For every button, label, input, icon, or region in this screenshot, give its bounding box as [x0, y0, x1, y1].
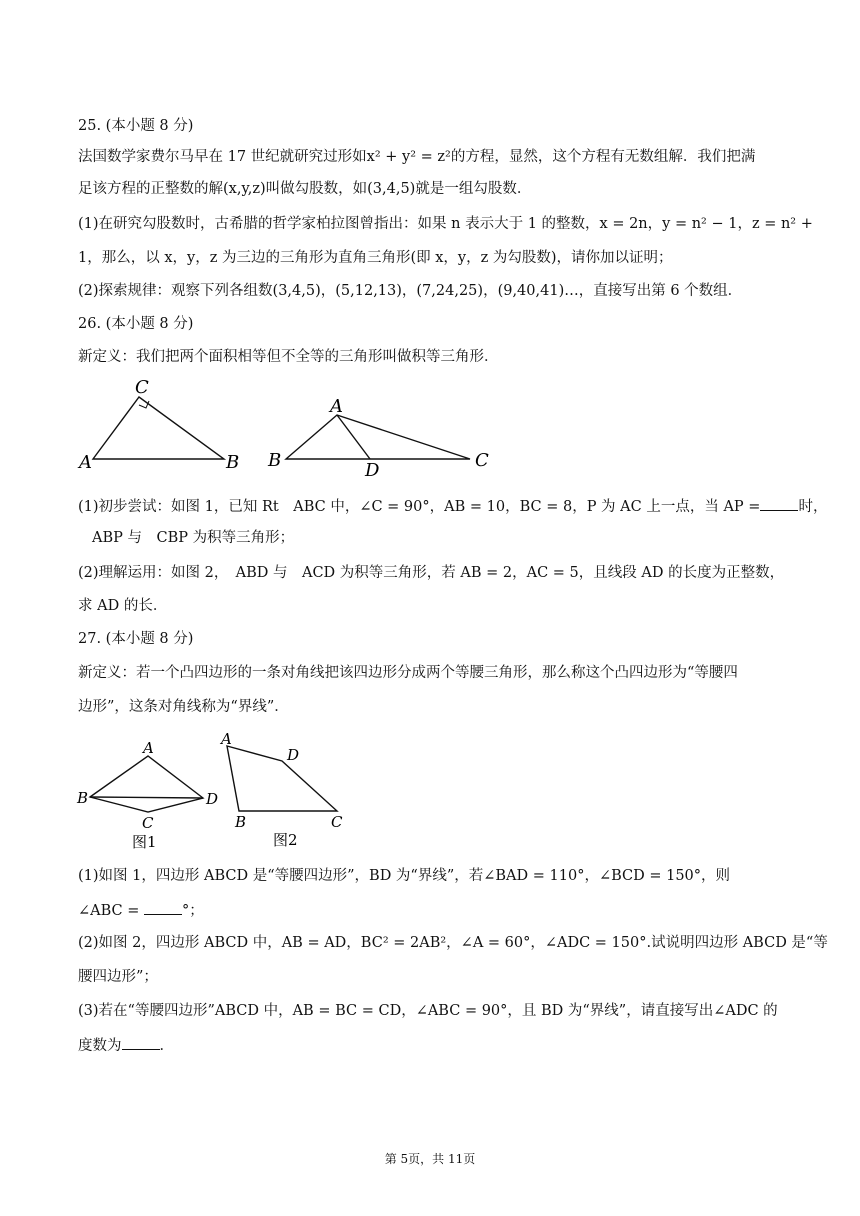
q26-part1-line-2: ABP 与 CBP 为积等三角形； — [92, 530, 295, 546]
q27-part2-line-1: (2)如图 2，四边形 ABCD 中，AB = AD，BC² = 2AB²，∠A = 60°，∠ADC = 150°.试说明四边形 ABCD 是“等 — [78, 935, 828, 951]
q27-part1-line-1: (1)如图 1，四边形 ABCD 是“等腰四边形”，BD 为“界线”，若∠BAD = 110°，∠BCD = 150°，则 — [78, 868, 731, 884]
q27-fig1-caption: 图1 — [132, 833, 157, 851]
q27-figure-1 — [72, 736, 222, 851]
q26-heading: 26. (本小题 8 分) — [78, 316, 194, 332]
fig2-label-a: A — [330, 396, 343, 417]
q27-fig2-label-d: D — [287, 746, 300, 764]
q27-fig2-label-b: B — [235, 813, 247, 831]
q26-part2-line-2: 求 AD 的长． — [78, 598, 168, 614]
fig2-label-b: B — [268, 450, 282, 471]
q25-part2: (2)探索规律：观察下列各组数(3,4,5)，(5,12,13)，(7,24,25)，(9,40,41)…，直接写出第 6 个数组． — [78, 283, 743, 299]
fig1-label-a: A — [79, 452, 92, 473]
q27-definition-line-2: 边形”，这条对角线称为“界线”． — [78, 699, 289, 715]
q25-intro-line-2: 足该方程的正整数的解(x,y,z)叫做勾股数，如(3,4,5)就是一组勾股数． — [78, 181, 532, 197]
q27-figure-2 — [215, 728, 355, 853]
q27-part1-text: ∠ABC = — [78, 903, 140, 919]
q27-heading: 27. (本小题 8 分) — [78, 631, 194, 647]
fig1-label-b: B — [226, 452, 240, 473]
q27-part1-line-2 — [78, 900, 788, 921]
q27-fig2-caption: 图2 — [273, 831, 298, 849]
q26-figure-1 — [74, 374, 254, 474]
q25-heading: 25. (本小题 8 分) — [78, 118, 194, 134]
q27-fig1-label-c: C — [142, 814, 154, 832]
q27-part3-line-1: (3)若在“等腰四边形”ABCD 中，AB = BC = CD，∠ABC = 90°，且 BD 为“界线”，请直接写出∠ADC 的 — [78, 1003, 778, 1019]
q27-part3-line-2 — [78, 1035, 788, 1056]
q27-definition-line-1: 新定义：若一个凸四边形的一条对角线把该四边形分成两个等腰三角形，那么称这个凸四边形为“等腰四 — [78, 665, 738, 681]
q27-fig2-label-a: A — [221, 730, 232, 748]
q27-fig1-label-b: B — [77, 789, 89, 807]
q27-part3-text-end: ． — [159, 1038, 174, 1054]
fig2-label-d: D — [365, 460, 380, 480]
q25-intro-line-1: 法国数学家费尔马早在 17 世纪就研究过形如x² + y² = z²的方程，显然，这个方程有无数组解．我们把满 — [78, 149, 756, 165]
fig2-label-c: C — [475, 450, 489, 471]
q25-part1-line-2: 1，那么，以 x，y，z 为三边的三角形为直角三角形(即 x，y，z 为勾股数)，请你加以证明； — [78, 250, 673, 266]
q27-part3-text: 度数为 — [78, 1038, 122, 1054]
q27-part1-text-end: °； — [182, 903, 204, 919]
q26-figure-2 — [262, 390, 502, 480]
q27-fig2-label-c: C — [331, 813, 343, 831]
q27-part2-line-2: 腰四边形”； — [78, 969, 158, 985]
q27-fig1-label-d: D — [206, 790, 219, 808]
page-footer: 第 5页，共 11页 — [384, 1152, 476, 1166]
q26-part1-line-1 — [78, 496, 828, 517]
q26-part2-line-1: (2)理解运用：如图 2， ABD 与 ACD 为积等三角形，若 AB = 2，AC = 5，且线段 AD 的长度为正整数， — [78, 565, 785, 581]
answer-blank — [760, 496, 798, 511]
fig1-label-c: C — [135, 377, 149, 398]
q26-part1-text: (1)初步尝试：如图 1，已知 Rt ABC 中，∠C = 90°，AB = 10，BC = 8，P 为 AC 上一点，当 AP = — [78, 499, 761, 515]
q26-definition: 新定义：我们把两个面积相等但不全等的三角形叫做积等三角形． — [78, 349, 499, 365]
q27-fig1-label-a: A — [143, 739, 154, 757]
answer-blank — [144, 900, 182, 915]
q25-part1-line-1: (1)在研究勾股数时，古希腊的哲学家柏拉图曾指出：如果 n 表示大于 1 的整数，x = 2n，y = n² − 1，z = n² + — [78, 216, 813, 232]
answer-blank — [122, 1035, 160, 1050]
q26-part1-text-end: 时， — [798, 499, 828, 515]
